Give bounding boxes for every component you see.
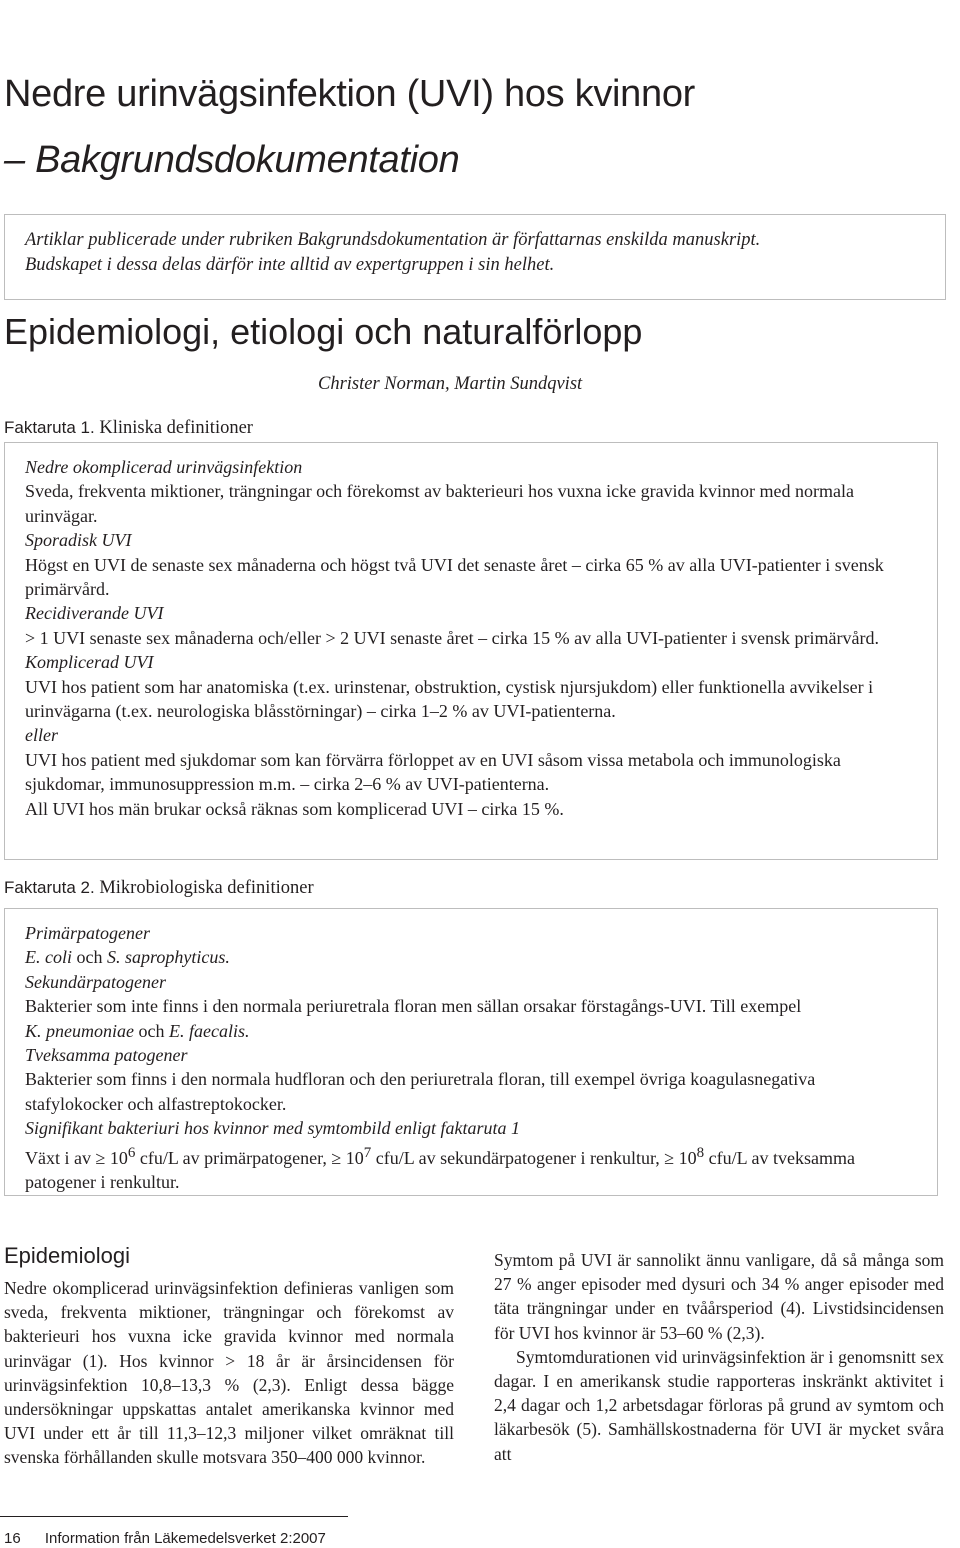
- signifikant-heading: Signifikant bakteriuri hos kvinnor med symtombild enligt faktaruta 1: [25, 1118, 520, 1139]
- text-run: cfu/L av primärpatogener, ≥ 10: [135, 1147, 364, 1168]
- footer-rule: [0, 1516, 348, 1517]
- body-paragraph: Symtom på UVI är sannolikt ännu vanligare, då så många som 27 % anger episoder med dysuri och 34 % anger episoder med täta trängningar under en tvåårsperiod (4). Livstidsincidensen för UVI hos kvinnor är 53–60 % (2,3).: [494, 1250, 944, 1343]
- definition-heading: eller: [25, 725, 58, 746]
- faktaruta-1-box: [4, 442, 938, 860]
- epidemiologi-heading: Epidemiologi: [4, 1243, 130, 1268]
- tveksamma-text: Bakterier som finns i den normala hudfloran och den periuretrala floran, till exempel övriga koagulasnegativa stafylokocker och alfastreptokocker.: [25, 1069, 816, 1114]
- exponent: 6: [127, 1144, 136, 1161]
- right-column: [494, 1248, 944, 1466]
- text-run: cfu/L av sekundärpatogener i renkultur, ≥ 10: [371, 1147, 697, 1168]
- footer: [4, 1530, 326, 1547]
- faktaruta-2-name: Mikrobiologiska definitioner: [99, 878, 314, 898]
- definition-heading: Sporadisk UVI: [25, 530, 132, 551]
- section-title: Epidemiologi, etiologi och naturalförlopp: [4, 311, 643, 352]
- organism: E. faecalis.: [168, 1020, 250, 1041]
- left-column: [4, 1242, 454, 1470]
- definition-text: UVI hos patient med sjukdomar som kan förvärra förloppet av en UVI såsom vissa metabola och immunologiska sjukdomar, immunosuppression m.m. – cirka 2–6 % av UVI-patienterna.: [25, 749, 841, 795]
- sekundar-text: Bakterier som inte finns i den normala periuretrala floran men sällan orsakar förstagångs-UVI. Till exempel: [25, 996, 802, 1017]
- conjunction: och: [72, 947, 107, 968]
- body-paragraph: Symtomdurationen vid urinvägsinfektion är i genomsnitt sex dagar. I en amerikansk studie rapporteras inskränkt aktivitet i 2,4 dagar och 1,2 arbetsdagar förloras på grund av symtom och läkarbesök (5). Samhällskostnaderna för UVI är mycket svåra att: [494, 1346, 944, 1464]
- faktaruta-1-content: [25, 455, 917, 821]
- intro-box: [4, 214, 946, 300]
- sekundar-heading: Sekundärpatogener: [25, 971, 166, 992]
- primar-text: [25, 945, 917, 969]
- definition-text: Högst en UVI de senaste sex månaderna och högst två UVI det senaste året – cirka 65 % av alla UVI-patienter i svensk primärvård.: [25, 554, 884, 600]
- exponent: 7: [363, 1144, 372, 1161]
- organism: S. saprophyticus.: [107, 947, 230, 968]
- publication-name: Information från Läkemedelsverket 2:2007: [44, 1530, 326, 1547]
- page-title: Nedre urinvägsinfektion (UVI) hos kvinnor: [4, 73, 696, 115]
- definition-text: Sveda, frekventa miktioner, trängningar och förekomst av bakterieuri hos vuxna icke gravida kvinnor med normala urinvägar.: [25, 481, 855, 526]
- faktaruta-1-label: Faktaruta 1.: [4, 418, 95, 437]
- faktaruta-1-title: [4, 416, 253, 440]
- intro-line-1: Artiklar publicerade under rubriken Bakgrundsdokumentation är författarnas enskilda manuskript.: [25, 230, 761, 250]
- text-run: Växt i av ≥ 10: [25, 1147, 128, 1168]
- faktaruta-2-title: [4, 876, 314, 900]
- organism: K. pneumoniae: [25, 1020, 134, 1041]
- body-paragraph: Nedre okomplicerad urinvägsinfektion definieras vanligen som sveda, frekventa miktioner, trängningar och förekomst av bakterieuri hos vuxna icke gravida kvinnor med normala urinvägar (1). Hos kvinnor > 18 år är årsincidensen för urinvägsinfektion 10,8–13,3 % (2,3). Enligt dessa bägge undersökningar uppskattas antalet amerikanska kvinnor med UVI under ett år till 11,3–12,3 miljoner vilket omräknat till svenska förhållanden skulle motsvara 350–400 000 kvinnor.: [4, 1278, 454, 1468]
- conjunction: och: [133, 1020, 169, 1041]
- intro-text: [25, 228, 935, 278]
- faktaruta-2-label: Faktaruta 2.: [4, 878, 95, 897]
- authors: Christer Norman, Martin Sundqvist: [318, 374, 583, 394]
- definition-last-line: All UVI hos män brukar också räknas som komplicerad UVI – cirka 15 %.: [25, 798, 564, 819]
- text-run: cfu/L av tveksamma patogener i renkultur.: [25, 1147, 855, 1193]
- primar-heading: Primärpatogener: [25, 923, 150, 943]
- definition-heading: Recidiverande UVI: [25, 603, 164, 624]
- organism: E. coli: [25, 947, 72, 968]
- definition-heading: Komplicerad UVI: [25, 652, 154, 673]
- intro-line-2: Budskapet i dessa delas därför inte alltid av expertgruppen i sin helhet.: [25, 255, 555, 275]
- definition-text: UVI hos patient som har anatomiska (t.ex. urinstenar, obstruktion, cystisk njursjukdom) eller funktionella avvikelser i urinvägarna (t.ex. neurologiska blåsstörningar) – cirka 1–2 % av UVI-patienterna.: [25, 676, 874, 722]
- faktaruta-1-name: Kliniska definitioner: [99, 418, 253, 438]
- definition-heading: Nedre okomplicerad urinvägsinfektion: [25, 457, 303, 477]
- faktaruta-2-box: [4, 908, 938, 1196]
- exponent: 8: [696, 1144, 705, 1161]
- signifikant-text: [25, 1141, 917, 1195]
- sekundar-examples: [25, 1019, 917, 1043]
- page-subtitle: – Bakgrundsdokumentation: [4, 139, 460, 181]
- tveksamma-heading: Tveksamma patogener: [25, 1045, 188, 1066]
- faktaruta-2-content: [25, 921, 917, 1194]
- page-number: 16: [4, 1530, 21, 1547]
- definition-text: > 1 UVI senaste sex månaderna och/eller > 2 UVI senaste året – cirka 15 % av alla UVI-patienter i svensk primärvård.: [25, 627, 879, 648]
